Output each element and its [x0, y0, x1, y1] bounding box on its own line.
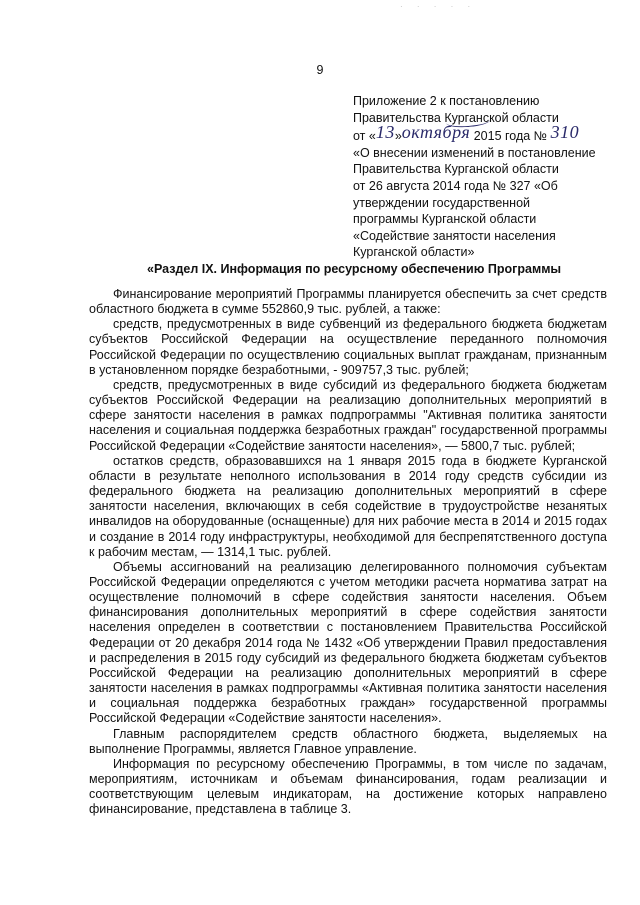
paragraph: средств, предусмотренных в виде субвенций из федерального бюджета бюджетам субъектов Российской Федерации на осуществление переданного полномочия Российской Федерации по осуществлению социальных выплат гражданам, признанным в установленном порядке безработными, - 909757,3 тыс. рублей; — [89, 317, 607, 377]
appendix-line: программы Курганской области — [353, 212, 537, 227]
paragraph: Финансирование мероприятий Программы планируется обеспечить за счет средств областного бюджета в сумме 552860,9 тыс. рублей, а также: — [89, 287, 607, 317]
appendix-date-line — [353, 122, 623, 145]
appendix-line: от 26 августа 2014 года № 327 «Об — [353, 178, 558, 193]
appendix-line: Приложение 2 к постановлению — [353, 94, 540, 108]
handwritten-month: октября — [401, 122, 471, 143]
appendix-line: утверждении государственной — [353, 195, 531, 210]
section-heading: «Раздел IX. Информация по ресурсному обеспечению Программы — [147, 262, 562, 276]
appendix-line: Правительства Курганской области — [353, 110, 559, 125]
handwritten-day: 13 — [375, 122, 395, 143]
date-suffix: 2015 года № — [473, 129, 548, 144]
paragraph: средств, предусмотренных в виде субсидий из федерального бюджета бюджетам субъектов Российской Федерации на реализацию дополнительных мероприятий в сфере занятости населения в рамках подпрограммы "Активная политика занятости населения и социальная поддержка безработных граждан" государственной программы Российской Федерации «Содействие занятости населения», — 5800,7 тыс. рублей; — [89, 377, 607, 453]
paragraph: остатков средств, образовавшихся на 1 января 2015 года в бюджете Курганской области в результате неполного использования в 2014 году средств субсидии из федерального бюджета на реализацию дополнительных мероприятий в сфере занятости населения, включающих в себя содействие в трудоустройстве незанятых инвалидов на оборудованные (оснащенные) для них рабочие места в 2014 и 2015 годах и создание в 2014 году инфраструктуры, необходимой для беспрепятственного доступа к рабочим местам, — 1314,1 тыс. рублей. — [89, 453, 607, 559]
page-number: 9 — [316, 63, 324, 77]
scan-artifact: · · · · · — [400, 2, 477, 11]
body-text — [89, 287, 607, 817]
paragraph: Объемы ассигнований на реализацию делегированного полномочия субъектам Российской Федерации определяются с учетом методики расчета норматива затрат на осуществление полномочий в сфере содействия занятости населения. Объем финансирования дополнительных мероприятий в сфере содействия занятости населения определен в соответствии с постановлением Правительства Российской Федерации от 20 декабря 2014 года № 1432 «Об утверждении Правил предоставления и распределения в 2015 году субсидий из федерального бюджета бюджетам субъектов Российской Федерации на реализацию дополнительных мероприятий в сфере занятости населения в рамках подпрограммы «Активная политика занятости населения и социальная поддержка безработных граждан» государственной программы Российской Федерации «Содействие занятости населения». — [89, 559, 607, 726]
paragraph: Главным распорядителем средств областного бюджета, выделяемых на выполнение Программы, является Главное управление. — [89, 726, 607, 756]
appendix-line-text: О внесении изменений в постановление — [359, 145, 596, 160]
date-prefix: от « — [353, 129, 376, 144]
date-mid: » — [394, 129, 402, 144]
quote-open: « — [353, 145, 360, 160]
handwritten-number: 310 — [550, 122, 580, 143]
appendix-line: Правительства Курганской области — [353, 162, 559, 177]
appendix-line: Курганской области» — [353, 245, 475, 260]
paragraph: Информация по ресурсному обеспечению Программы, в том числе по задачам, мероприятиям, источникам и объемам финансирования, годам реализации и соответствующим целевым индикаторам, на достижение которых направлено финансирование, представлена в таблице 3. — [89, 756, 607, 817]
appendix-line — [353, 145, 623, 162]
appendix-line: «Содействие занятости населения — [353, 228, 556, 243]
